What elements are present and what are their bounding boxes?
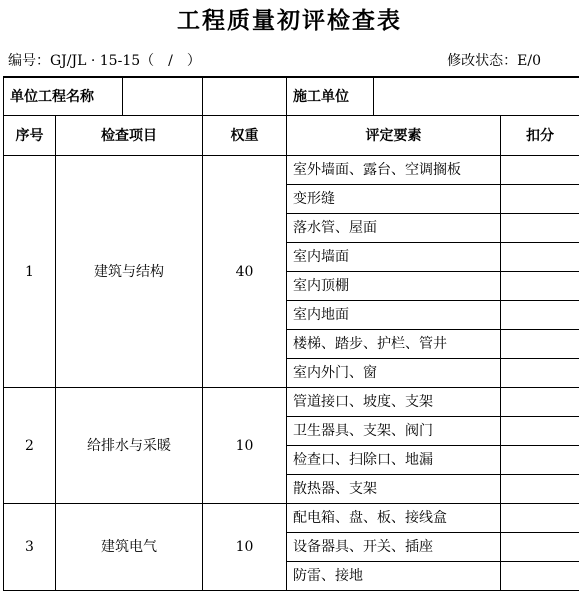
project-name-cell[interactable] — [4, 77, 203, 116]
header-weight: 权重 — [203, 116, 287, 156]
header-no: 序号 — [4, 116, 56, 156]
criteria-text: 防雷、接地 — [287, 562, 501, 591]
deduct-input-cell[interactable] — [501, 504, 579, 533]
criteria-text: 室内墙面 — [287, 243, 501, 272]
criteria-text: 配电箱、盘、板、接线盒 — [287, 504, 501, 533]
section-weight: 10 — [203, 504, 287, 591]
criteria-text: 散热器、支架 — [287, 475, 501, 504]
section-item: 建筑与结构 — [56, 156, 203, 388]
section-item: 给排水与采暖 — [56, 388, 203, 504]
criteria-text: 室内顶棚 — [287, 272, 501, 301]
section-no: 2 — [4, 388, 56, 504]
criteria-text: 管道接口、坡度、支架 — [287, 388, 501, 417]
deduct-input-cell[interactable] — [501, 388, 579, 417]
criteria-row — [4, 504, 579, 533]
deduct-input-cell[interactable] — [501, 301, 579, 330]
criteria-text: 检查口、扫除口、地漏 — [287, 446, 501, 475]
project-name-value-ext[interactable] — [203, 77, 287, 116]
criteria-text: 落水管、屋面 — [287, 214, 501, 243]
section-item: 建筑电气 — [56, 504, 203, 591]
form-code: 编号：GJ/JL · 15-15（ / ） — [8, 53, 201, 69]
section-no: 1 — [4, 156, 56, 388]
criteria-text: 设备器具、开关、插座 — [287, 533, 501, 562]
deduct-input-cell[interactable] — [501, 359, 579, 388]
deduct-input-cell[interactable] — [501, 562, 579, 591]
criteria-row — [4, 388, 579, 417]
builder-cell[interactable] — [287, 77, 579, 116]
deduct-input-cell[interactable] — [501, 533, 579, 562]
builder-label: 施工单位 — [287, 78, 374, 115]
section-weight: 10 — [203, 388, 287, 504]
deduct-input-cell[interactable] — [501, 214, 579, 243]
criteria-text: 卫生器具、支架、阀门 — [287, 417, 501, 446]
project-name-label: 单位工程名称 — [4, 78, 123, 115]
deduct-input-cell[interactable] — [501, 185, 579, 214]
form-title: 工程质量初评检查表 — [177, 8, 402, 34]
criteria-text: 变形缝 — [287, 185, 501, 214]
deduct-input-cell[interactable] — [501, 243, 579, 272]
revision-status: 修改状态：E/0 — [447, 53, 541, 69]
header-criteria: 评定要素 — [287, 116, 501, 156]
inspection-table — [3, 76, 579, 591]
header-item: 检查项目 — [56, 116, 203, 156]
deduct-input-cell[interactable] — [501, 475, 579, 504]
project-name-value[interactable] — [123, 78, 203, 115]
criteria-text: 室外墙面、露台、空调搁板 — [287, 156, 501, 185]
info-row — [4, 77, 579, 116]
header-row — [4, 116, 579, 156]
criteria-text: 室内外门、窗 — [287, 359, 501, 388]
criteria-text: 楼梯、踏步、护栏、管井 — [287, 330, 501, 359]
section-no: 3 — [4, 504, 56, 591]
section-weight: 40 — [203, 156, 287, 388]
builder-value[interactable] — [374, 78, 579, 115]
criteria-text: 室内地面 — [287, 301, 501, 330]
criteria-row — [4, 156, 579, 185]
deduct-input-cell[interactable] — [501, 417, 579, 446]
deduct-input-cell[interactable] — [501, 446, 579, 475]
deduct-input-cell[interactable] — [501, 156, 579, 185]
deduct-input-cell[interactable] — [501, 330, 579, 359]
header-deduct: 扣分 — [501, 116, 579, 156]
deduct-input-cell[interactable] — [501, 272, 579, 301]
